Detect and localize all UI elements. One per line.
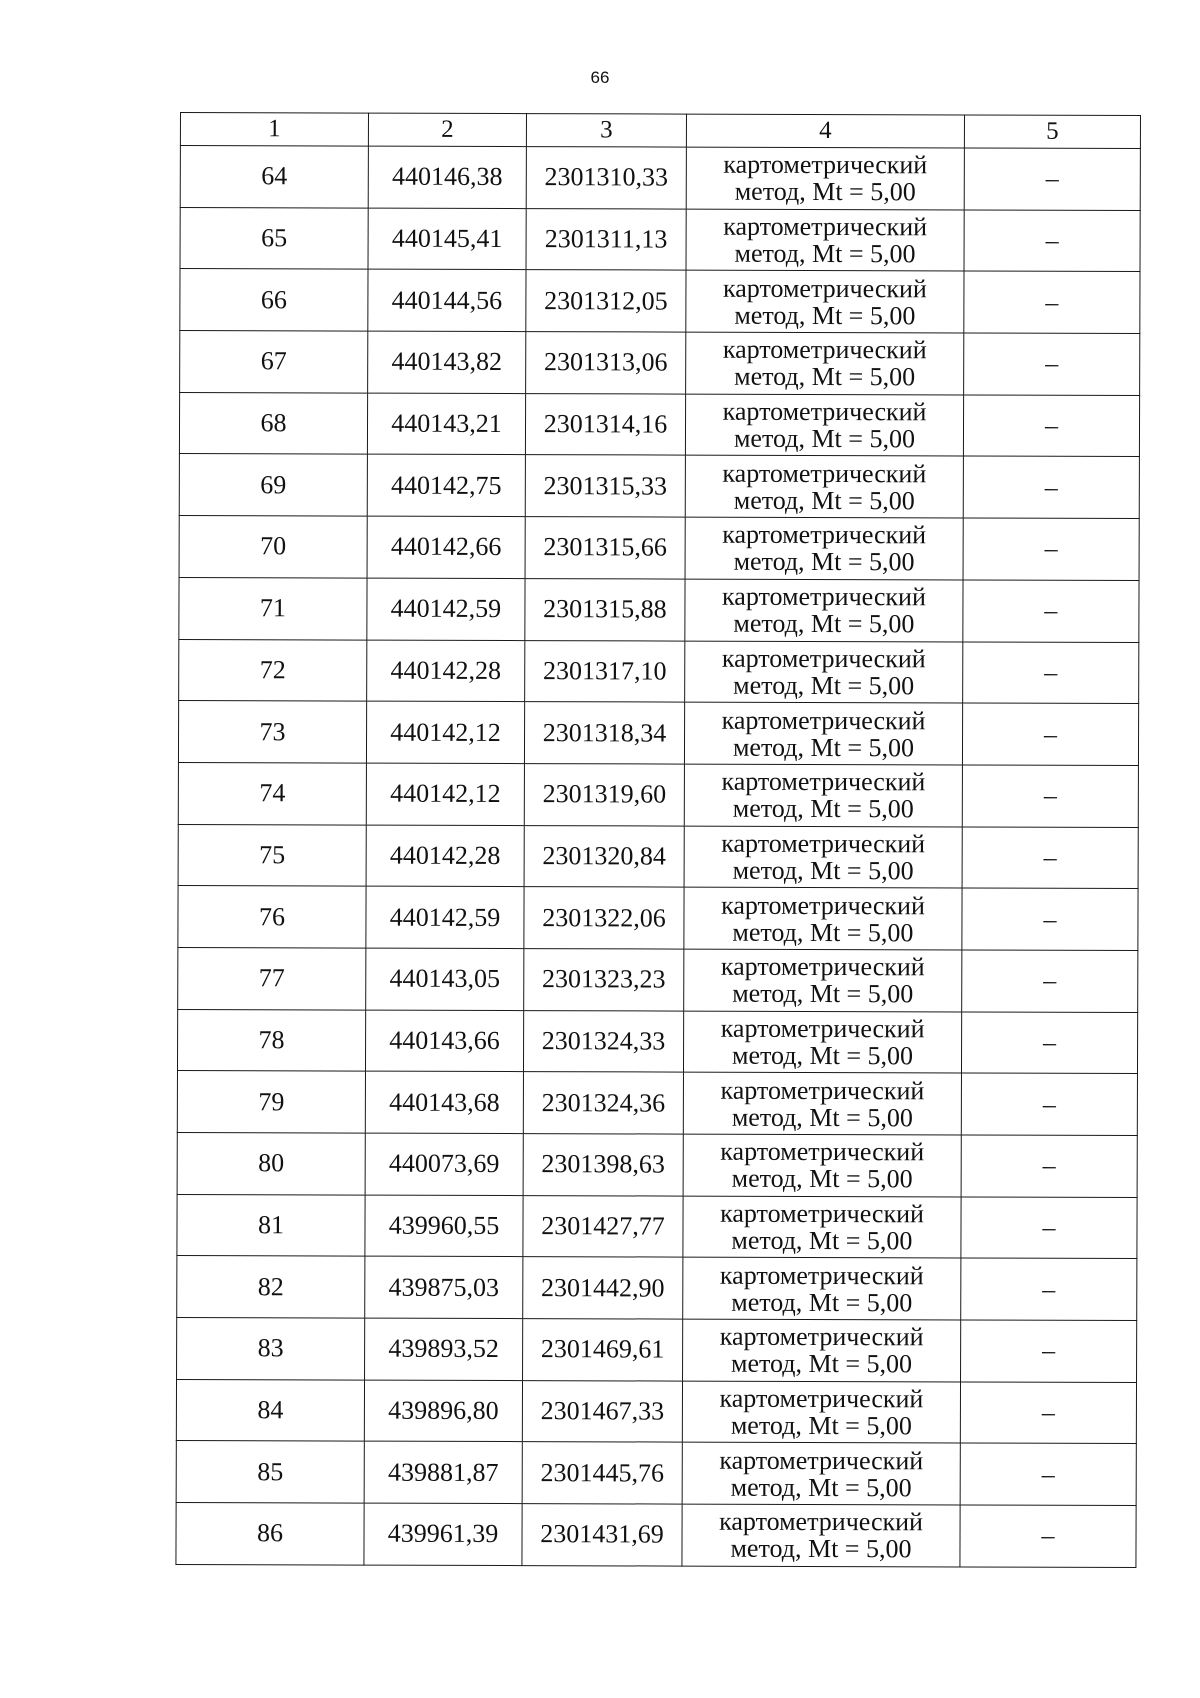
- col-5-cell: –: [962, 765, 1138, 827]
- point-number-cell: 71: [179, 577, 367, 639]
- header-col-1: 1: [180, 113, 368, 147]
- point-number-cell: 77: [178, 947, 366, 1009]
- method-line-1: картометрический: [722, 581, 926, 612]
- x-coordinate-cell: 439893,52: [365, 1318, 523, 1380]
- col-5-cell: –: [962, 703, 1138, 765]
- table-row: [176, 1379, 1136, 1444]
- y-coordinate-cell: 2301311,13: [526, 208, 686, 270]
- method-line-1: картометрический: [719, 1383, 924, 1414]
- y-coordinate-cell: 2301310,33: [526, 147, 686, 209]
- x-coordinate-cell: 440073,69: [365, 1133, 523, 1195]
- col-5-cell: –: [961, 1135, 1137, 1197]
- y-coordinate-cell: 2301427,77: [523, 1195, 683, 1257]
- method-line-1: картометрический: [719, 1507, 924, 1537]
- col-5-cell: –: [963, 641, 1139, 703]
- col-5-cell: –: [963, 518, 1139, 580]
- x-coordinate-cell: 439896,80: [364, 1380, 522, 1442]
- table-row: [178, 701, 1138, 766]
- method-cell: [686, 270, 964, 333]
- point-number-cell: 74: [178, 762, 366, 824]
- header-col-5: 5: [964, 115, 1140, 149]
- method-cell: [683, 1196, 961, 1259]
- x-coordinate-cell: 440143,05: [366, 948, 524, 1010]
- page-number: 66: [590, 68, 610, 87]
- y-coordinate-cell: 2301318,34: [524, 702, 684, 764]
- method-line-2: метод, Mt = 5,00: [731, 1102, 913, 1132]
- method-line-2: метод, Mt = 5,00: [730, 1410, 912, 1441]
- point-number-cell: 66: [180, 269, 368, 331]
- point-number-cell: 80: [177, 1132, 365, 1194]
- method-cell: [684, 826, 962, 889]
- x-coordinate-cell: 440142,75: [367, 455, 525, 517]
- x-coordinate-cell: 440146,38: [368, 146, 526, 208]
- y-coordinate-cell: 2301324,33: [523, 1010, 683, 1072]
- method-line-2: метод, Mt = 5,00: [733, 608, 915, 639]
- coordinates-table: [175, 112, 1141, 1568]
- col-5-cell: –: [962, 950, 1138, 1012]
- method-cell: [683, 1319, 961, 1382]
- method-line-1: картометрический: [722, 396, 927, 427]
- method-line-2: метод, Mt = 5,00: [732, 793, 914, 824]
- table-row: [180, 269, 1140, 334]
- method-line-1: картометрический: [720, 1198, 924, 1229]
- col-5-cell: –: [963, 456, 1139, 518]
- point-number-cell: 65: [180, 207, 368, 269]
- table-row: [177, 1132, 1137, 1197]
- method-cell: [685, 579, 963, 642]
- method-cell: [683, 1257, 961, 1320]
- method-cell: [683, 1134, 961, 1197]
- y-coordinate-cell: 2301315,66: [525, 517, 685, 579]
- x-coordinate-cell: 440142,12: [366, 701, 524, 763]
- col-5-cell: –: [960, 1382, 1136, 1444]
- col-5-cell: –: [961, 1073, 1137, 1135]
- table-row: [176, 1441, 1136, 1506]
- x-coordinate-cell: 440142,28: [367, 640, 525, 702]
- point-number-cell: 64: [180, 146, 368, 208]
- method-line-1: картометрический: [720, 951, 925, 982]
- table-row: [178, 824, 1138, 889]
- table-row: [179, 639, 1139, 704]
- table-row: [177, 1071, 1137, 1136]
- method-line-2: метод, Mt = 5,00: [734, 362, 916, 392]
- x-coordinate-cell: 440143,68: [365, 1071, 523, 1133]
- point-number-cell: 84: [176, 1379, 364, 1441]
- col-5-cell: –: [960, 1505, 1136, 1567]
- table-row: [179, 392, 1139, 457]
- table-row: [180, 146, 1140, 211]
- point-number-cell: 72: [179, 639, 367, 701]
- x-coordinate-cell: 440145,41: [368, 208, 526, 270]
- header-col-3: 3: [526, 114, 686, 148]
- method-line-2: метод, Mt = 5,00: [734, 238, 916, 269]
- point-number-cell: 86: [176, 1503, 364, 1565]
- method-line-1: картометрический: [723, 150, 928, 180]
- point-number-cell: 76: [178, 886, 366, 948]
- method-line-2: метод, Mt = 5,00: [733, 423, 916, 454]
- method-line-1: картометрический: [722, 458, 927, 489]
- method-cell: [684, 949, 962, 1012]
- table-row: [177, 1256, 1137, 1321]
- point-number-cell: 67: [180, 331, 368, 393]
- method-line-2: метод, Mt = 5,00: [731, 1287, 913, 1318]
- x-coordinate-cell: 439881,87: [364, 1442, 522, 1504]
- y-coordinate-cell: 2301445,76: [522, 1442, 682, 1504]
- col-5-cell: –: [961, 1197, 1137, 1259]
- table-row: [177, 1194, 1137, 1259]
- table-row: [178, 762, 1138, 827]
- header-col-4: 4: [686, 114, 964, 148]
- table-row: [177, 1009, 1137, 1074]
- table-row: [180, 207, 1140, 272]
- method-cell: [686, 332, 964, 395]
- header-col-2: 2: [368, 113, 526, 146]
- method-line-2: метод, Mt = 5,00: [732, 979, 914, 1009]
- x-coordinate-cell: 440142,59: [366, 886, 524, 948]
- table-body: [176, 146, 1140, 1568]
- table-row: [176, 1503, 1136, 1568]
- method-line-2: метод, Mt = 5,00: [733, 485, 915, 516]
- method-line-1: картометрический: [721, 890, 925, 920]
- y-coordinate-cell: 2301324,36: [523, 1072, 683, 1134]
- col-5-cell: –: [961, 1258, 1137, 1320]
- col-5-cell: –: [962, 888, 1138, 950]
- method-line-2: метод, Mt = 5,00: [730, 1472, 912, 1503]
- method-cell: [685, 456, 963, 519]
- point-number-cell: 81: [177, 1194, 365, 1256]
- method-cell: [685, 641, 963, 704]
- col-5-cell: –: [964, 148, 1140, 210]
- point-number-cell: 73: [178, 701, 366, 763]
- table-row: [180, 331, 1140, 396]
- method-line-2: метод, Mt = 5,00: [731, 1225, 913, 1256]
- method-line-1: картометрический: [719, 1260, 924, 1291]
- method-line-2: метод, Mt = 5,00: [731, 1040, 914, 1071]
- method-line-1: картометрический: [720, 1075, 925, 1105]
- table-header-row: [180, 113, 1140, 149]
- point-number-cell: 68: [179, 392, 367, 454]
- col-5-cell: –: [960, 1443, 1136, 1505]
- method-line-2: метод, Mt = 5,00: [732, 917, 914, 947]
- method-line-1: картометрический: [722, 273, 927, 304]
- method-line-2: метод, Mt = 5,00: [734, 177, 916, 207]
- y-coordinate-cell: 2301312,05: [526, 270, 686, 332]
- method-cell: [683, 1011, 961, 1074]
- table-row: [179, 454, 1139, 519]
- y-coordinate-cell: 2301442,90: [523, 1257, 683, 1319]
- point-number-cell: 75: [178, 824, 366, 886]
- x-coordinate-cell: 440142,12: [366, 763, 524, 825]
- x-coordinate-cell: 440143,21: [367, 393, 525, 455]
- method-line-1: картометрический: [719, 1445, 924, 1476]
- point-number-cell: 70: [179, 516, 367, 578]
- col-5-cell: –: [962, 827, 1138, 889]
- y-coordinate-cell: 2301319,60: [524, 763, 684, 825]
- col-5-cell: –: [963, 395, 1139, 457]
- method-line-2: метод, Mt = 5,00: [733, 547, 915, 577]
- x-coordinate-cell: 440144,56: [368, 269, 526, 331]
- point-number-cell: 83: [177, 1318, 365, 1380]
- col-5-cell: –: [964, 333, 1140, 395]
- method-line-1: картометрический: [721, 828, 926, 859]
- y-coordinate-cell: 2301398,63: [523, 1134, 683, 1196]
- method-line-1: картометрический: [719, 1322, 924, 1352]
- method-line-1: картометрический: [721, 766, 926, 797]
- x-coordinate-cell: 440143,82: [368, 331, 526, 393]
- y-coordinate-cell: 2301322,06: [524, 887, 684, 949]
- method-cell: [685, 517, 963, 580]
- y-coordinate-cell: 2301314,16: [525, 393, 685, 455]
- method-line-2: метод, Mt = 5,00: [731, 1349, 913, 1379]
- method-line-1: картометрический: [721, 705, 926, 735]
- table-row: [179, 577, 1139, 642]
- col-5-cell: –: [964, 271, 1140, 333]
- method-line-1: картометрический: [723, 211, 928, 242]
- y-coordinate-cell: 2301323,23: [524, 949, 684, 1011]
- y-coordinate-cell: 2301467,33: [522, 1380, 682, 1442]
- method-line-2: метод, Mt = 5,00: [733, 670, 915, 701]
- y-coordinate-cell: 2301315,88: [525, 578, 685, 640]
- method-cell: [686, 209, 964, 272]
- col-5-cell: –: [963, 580, 1139, 642]
- table-row: [177, 1318, 1137, 1383]
- method-line-1: картометрический: [721, 643, 926, 674]
- y-coordinate-cell: 2301317,10: [525, 640, 685, 702]
- y-coordinate-cell: 2301315,33: [525, 455, 685, 517]
- method-cell: [683, 1072, 961, 1135]
- method-cell: [685, 394, 963, 457]
- y-coordinate-cell: 2301320,84: [524, 825, 684, 887]
- y-coordinate-cell: 2301431,69: [522, 1504, 682, 1566]
- x-coordinate-cell: 440143,66: [365, 1010, 523, 1072]
- point-number-cell: 85: [176, 1441, 364, 1503]
- x-coordinate-cell: 439960,55: [365, 1195, 523, 1257]
- method-line-2: метод, Mt = 5,00: [732, 855, 914, 886]
- method-line-2: метод, Mt = 5,00: [731, 1164, 913, 1194]
- x-coordinate-cell: 440142,28: [366, 825, 524, 887]
- method-line-1: картометрический: [722, 520, 927, 550]
- method-cell: [684, 764, 962, 827]
- col-5-cell: –: [964, 210, 1140, 272]
- table-row: [178, 886, 1138, 951]
- method-cell: [682, 1443, 960, 1506]
- method-line-2: метод, Mt = 5,00: [734, 300, 916, 331]
- method-cell: [686, 147, 964, 210]
- table-row: [179, 516, 1139, 581]
- point-number-cell: 78: [177, 1009, 365, 1071]
- point-number-cell: 82: [177, 1256, 365, 1318]
- y-coordinate-cell: 2301313,06: [526, 332, 686, 394]
- method-line-1: картометрический: [722, 335, 927, 365]
- method-cell: [682, 1504, 960, 1567]
- method-cell: [682, 1381, 960, 1444]
- method-line-1: картометрический: [720, 1137, 925, 1167]
- x-coordinate-cell: 440142,59: [367, 578, 525, 640]
- method-line-2: метод, Mt = 5,00: [732, 732, 915, 762]
- col-5-cell: –: [961, 1012, 1137, 1074]
- method-line-2: метод, Mt = 5,00: [730, 1534, 912, 1564]
- x-coordinate-cell: 439875,03: [365, 1256, 523, 1318]
- method-line-1: картометрический: [720, 1013, 925, 1044]
- y-coordinate-cell: 2301469,61: [523, 1319, 683, 1381]
- x-coordinate-cell: 440142,66: [367, 516, 525, 578]
- point-number-cell: 79: [177, 1071, 365, 1133]
- method-cell: [684, 702, 962, 765]
- method-cell: [684, 887, 962, 950]
- table-row: [178, 947, 1138, 1012]
- point-number-cell: 69: [179, 454, 367, 516]
- x-coordinate-cell: 439961,39: [364, 1503, 522, 1565]
- col-5-cell: –: [961, 1320, 1137, 1382]
